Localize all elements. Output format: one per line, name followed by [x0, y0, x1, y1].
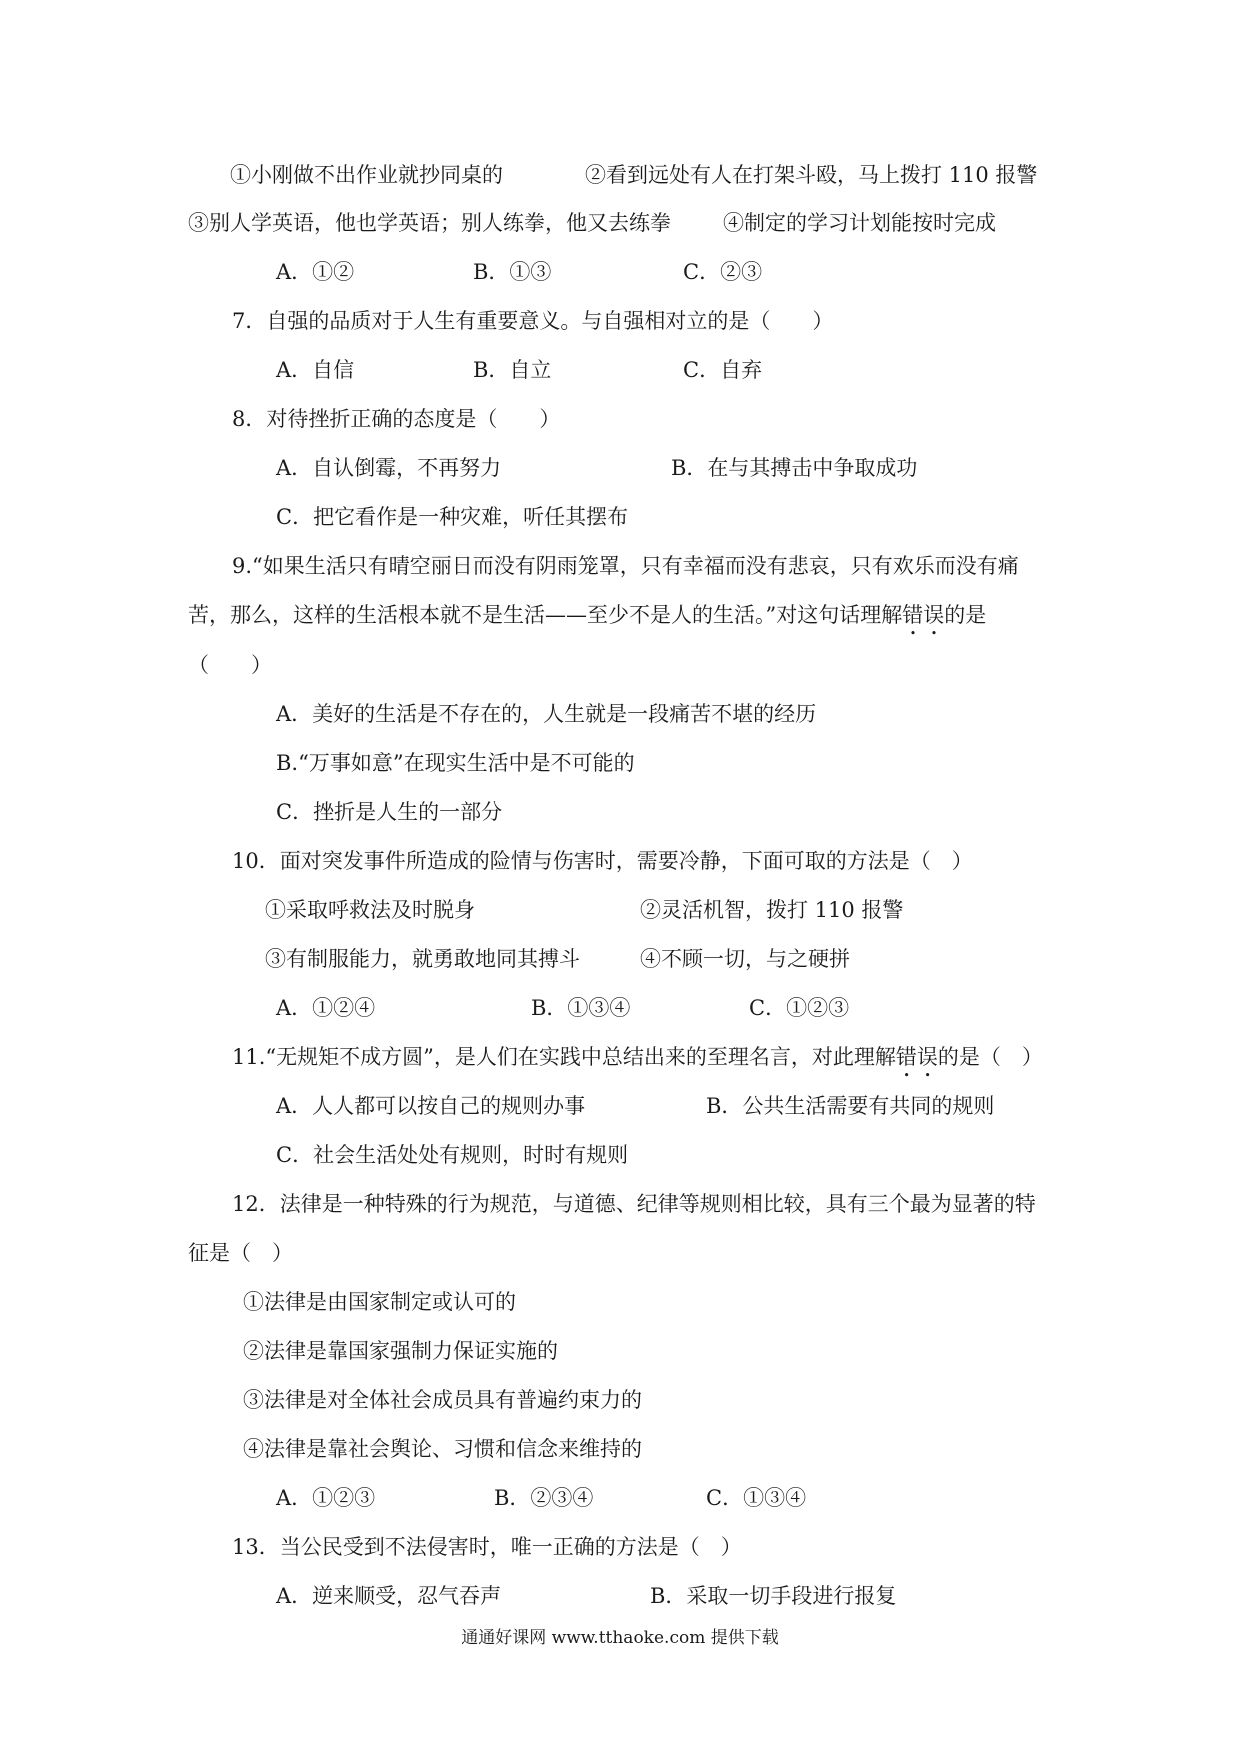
q10-item-3: ③有制服能力，就勇敢地同其搏斗: [265, 947, 580, 971]
page-footer: 通通好课网 www.tthaoke.com 提供下载: [461, 1628, 779, 1648]
q11-option-b: B．公共生活需要有共同的规则: [706, 1094, 995, 1118]
q12-option-c: C．①③④: [706, 1486, 807, 1510]
q10-item-4: ④不顾一切，与之硬拼: [640, 947, 850, 971]
q12-stem-line-1: 12．法律是一种特殊的行为规范，与道德、纪律等规则相比较，具有三个最为显著的特: [232, 1192, 1036, 1216]
q10-stem: 10．面对突发事件所造成的险情与伤害时，需要冷静，下面可取的方法是（ ）: [232, 849, 973, 873]
q6-item-1: ①小刚做不出作业就抄同桌的: [230, 163, 503, 187]
q11-stem: [232, 1042, 1043, 1082]
q7-option-b: B．自立: [473, 358, 552, 382]
q12-item-4: ④法律是靠社会舆论、习惯和信念来维持的: [243, 1437, 642, 1461]
q9-option-a: A．美好的生活是不存在的，人生就是一段痛苦不堪的经历: [276, 702, 817, 726]
q10-option-c: C．①②③: [749, 996, 850, 1020]
q6-item-2: ②看到远处有人在打架斗殴，马上拨打 110 报警: [585, 163, 1038, 187]
q9-stem-line-2: [188, 600, 986, 640]
q8-option-b: B．在与其搏击中争取成功: [671, 456, 918, 480]
q11-option-a: A．人人都可以按自己的规则办事: [276, 1094, 586, 1118]
q9-stem-text: 苦，那么，这样的生活根本就不是生活——至少不是人的生活。”对这句话理解: [188, 603, 903, 627]
q12-item-2: ②法律是靠国家强制力保证实施的: [243, 1339, 558, 1363]
q11-stem-text: 11.“无规矩不成方圆”，是人们在实践中总结出来的至理名言，对此理解: [232, 1045, 896, 1069]
q6-item-3: ③别人学英语，他也学英语；别人练拳，他又去练拳: [188, 211, 671, 235]
q13-stem: 13．当公民受到不法侵害时，唯一正确的方法是（ ）: [232, 1535, 742, 1559]
q11-option-c: C．社会生活处处有规则，时时有规则: [276, 1143, 629, 1167]
q13-option-b: B．采取一切手段进行报复: [650, 1584, 897, 1608]
q8-stem: 8．对待挫折正确的态度是（ ）: [232, 407, 561, 431]
q7-option-c: C．自弃: [683, 358, 763, 382]
q10-option-b: B．①③④: [531, 996, 631, 1020]
q8-option-a: A．自认倒霉，不再努力: [276, 456, 502, 480]
q9-option-b: B.“万事如意”在现实生活中是不可能的: [276, 751, 635, 775]
q6-option-b: B．①③: [473, 260, 552, 284]
q13-option-a: A．逆来顺受，忍气吞声: [276, 1584, 502, 1608]
q10-item-2: ②灵活机智，拨打 110 报警: [640, 898, 904, 922]
q12-item-1: ①法律是由国家制定或认可的: [243, 1290, 516, 1314]
q9-option-c: C．挫折是人生的一部分: [276, 800, 503, 824]
q8-option-c: C．把它看作是一种灾难，听任其摆布: [276, 505, 629, 529]
q12-stem-line-2: 征是（ ）: [188, 1241, 293, 1265]
q6-item-4: ④制定的学习计划能按时完成: [723, 211, 996, 235]
q10-item-1: ①采取呼救法及时脱身: [265, 898, 475, 922]
q6-option-a: A．①②: [276, 260, 355, 284]
q9-stem-line-1: 9.“如果生活只有晴空丽日而没有阴雨笼罩，只有幸福而没有悲哀，只有欢乐而没有痛: [232, 554, 1019, 578]
q7-option-a: A．自信: [276, 358, 355, 382]
q12-option-b: B．②③④: [494, 1486, 594, 1510]
q9-answer-paren: （ ）: [188, 653, 272, 677]
q11-emphasis-word: 错误: [895, 1045, 938, 1069]
q6-option-c: C．②③: [683, 260, 763, 284]
q12-option-a: A．①②③: [276, 1486, 376, 1510]
q10-option-a: A．①②④: [276, 996, 376, 1020]
q12-item-3: ③法律是对全体社会成员具有普遍约束力的: [243, 1388, 642, 1412]
q7-stem: 7．自强的品质对于人生有重要意义。与自强相对立的是（ ）: [232, 309, 834, 333]
q9-emphasis-word: 错误: [902, 603, 945, 627]
q9-stem-tail: 的是: [944, 603, 987, 627]
q11-stem-tail: 的是（ ）: [937, 1045, 1043, 1069]
